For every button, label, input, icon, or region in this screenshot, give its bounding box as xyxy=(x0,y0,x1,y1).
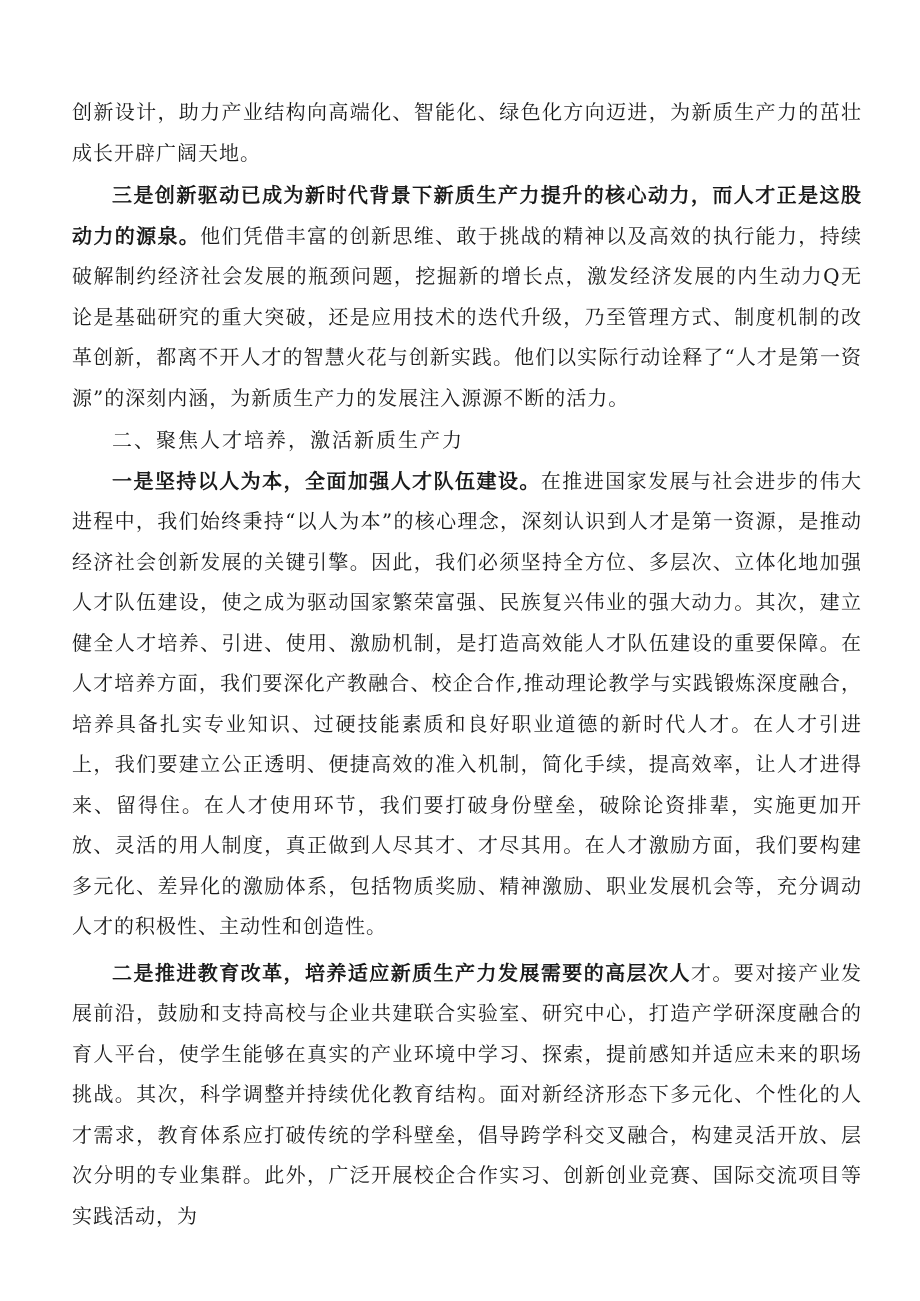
paragraph-body: 在推进国家发展与社会进步的伟大进程中，我们始终秉持“以人为本”的核心理念，深刻认识到人才是第一资源，是推动经济社会创新发展的关键引擎。因此，我们必须坚持全方位、多层次、立体化地加强人才队伍建设，使之成为驱动国家繁荣富强、民族复兴伟业的强大动力。其次，建立健全人才培养、引进、使用、激励机制，是打造高效能人才队伍建设的重要保障。在人才培养方面，我们要深化产教融合、校企合作,推动理论教学与实践锻炼深度融合，培养具备扎实专业知识、过硬技能素质和良好职业道德的新时代人才。在人才引进上，我们要建立公正透明、便捷高效的准入机制，简化手续，提高效率，让人才进得来、留得住。在人才使用环节，我们要打破身份壁垒，破除论资排辈，实施更加开放、灵活的用人制度，真正做到人尽其才、才尽其用。在人才激励方面，我们要构建多元化、差异化的激励体系，包括物质奖励、精神激励、职业发展机会等，充分调动人才的积极性、主动性和创造性。 xyxy=(72,468,863,938)
paragraph-continuation xyxy=(72,92,862,173)
paragraph-innovation-driven xyxy=(72,175,862,418)
paragraph-text: 创新设计，助力产业结构向高端化、智能化、绿色化方向迈进，为新质生产力的茁壮成长开辟广阔天地。 xyxy=(72,100,862,165)
paragraph-lead: 二是推进教育改革，培养适应新质生产力发展需要的高层次人 xyxy=(112,960,691,985)
paragraph-lead: 三是创新驱动已成为新时代背景下新质生产力提升的核心动力，而人才正是这股动力的源泉。 xyxy=(72,183,862,248)
paragraph-people-oriented xyxy=(72,461,862,947)
document-page xyxy=(72,92,862,1236)
paragraph-body: 才。要对接产业发展前沿，鼓励和支持高校与企业共建联合实验室、研究中心，打造产学研深度融合的育人平台，使学生能够在真实的产业环境中学习、探索，提前感知并适应未来的职场挑战。其次，科学调整并持续优化教育结构。面对新经济形态下多元化、个性化的人才需求，教育体系应打破传统的学科壁垒，倡导跨学科交叉融合，构建灵活开放、层次分明的专业集群。此外，广泛开展校企合作实习、创新创业竞赛、国际交流项目等实践活动，为 xyxy=(72,960,863,1228)
paragraph-education-reform xyxy=(72,953,862,1237)
section-heading: 二、聚焦人才培养，激活新质生产力 xyxy=(112,428,464,452)
paragraph-body: 他们凭借丰富的创新思维、敢于挑战的精神以及高效的执行能力，持续破解制约经济社会发展的瓶颈问题，挖掘新的增长点，激发经济发展的内生动力Q无论是基础研究的重大突破，还是应用技术的迭代升级，乃至管理方式、制度机制的改革创新，都离不开人才的智慧火花与创新实践。他们以实际行动诠释了“人才是第一资源”的深刻内涵，为新质生产力的发展注入源源不断的活力。 xyxy=(72,223,863,410)
paragraph-lead: 一是坚持以人为本，全面加强人才队伍建设。 xyxy=(112,468,541,493)
